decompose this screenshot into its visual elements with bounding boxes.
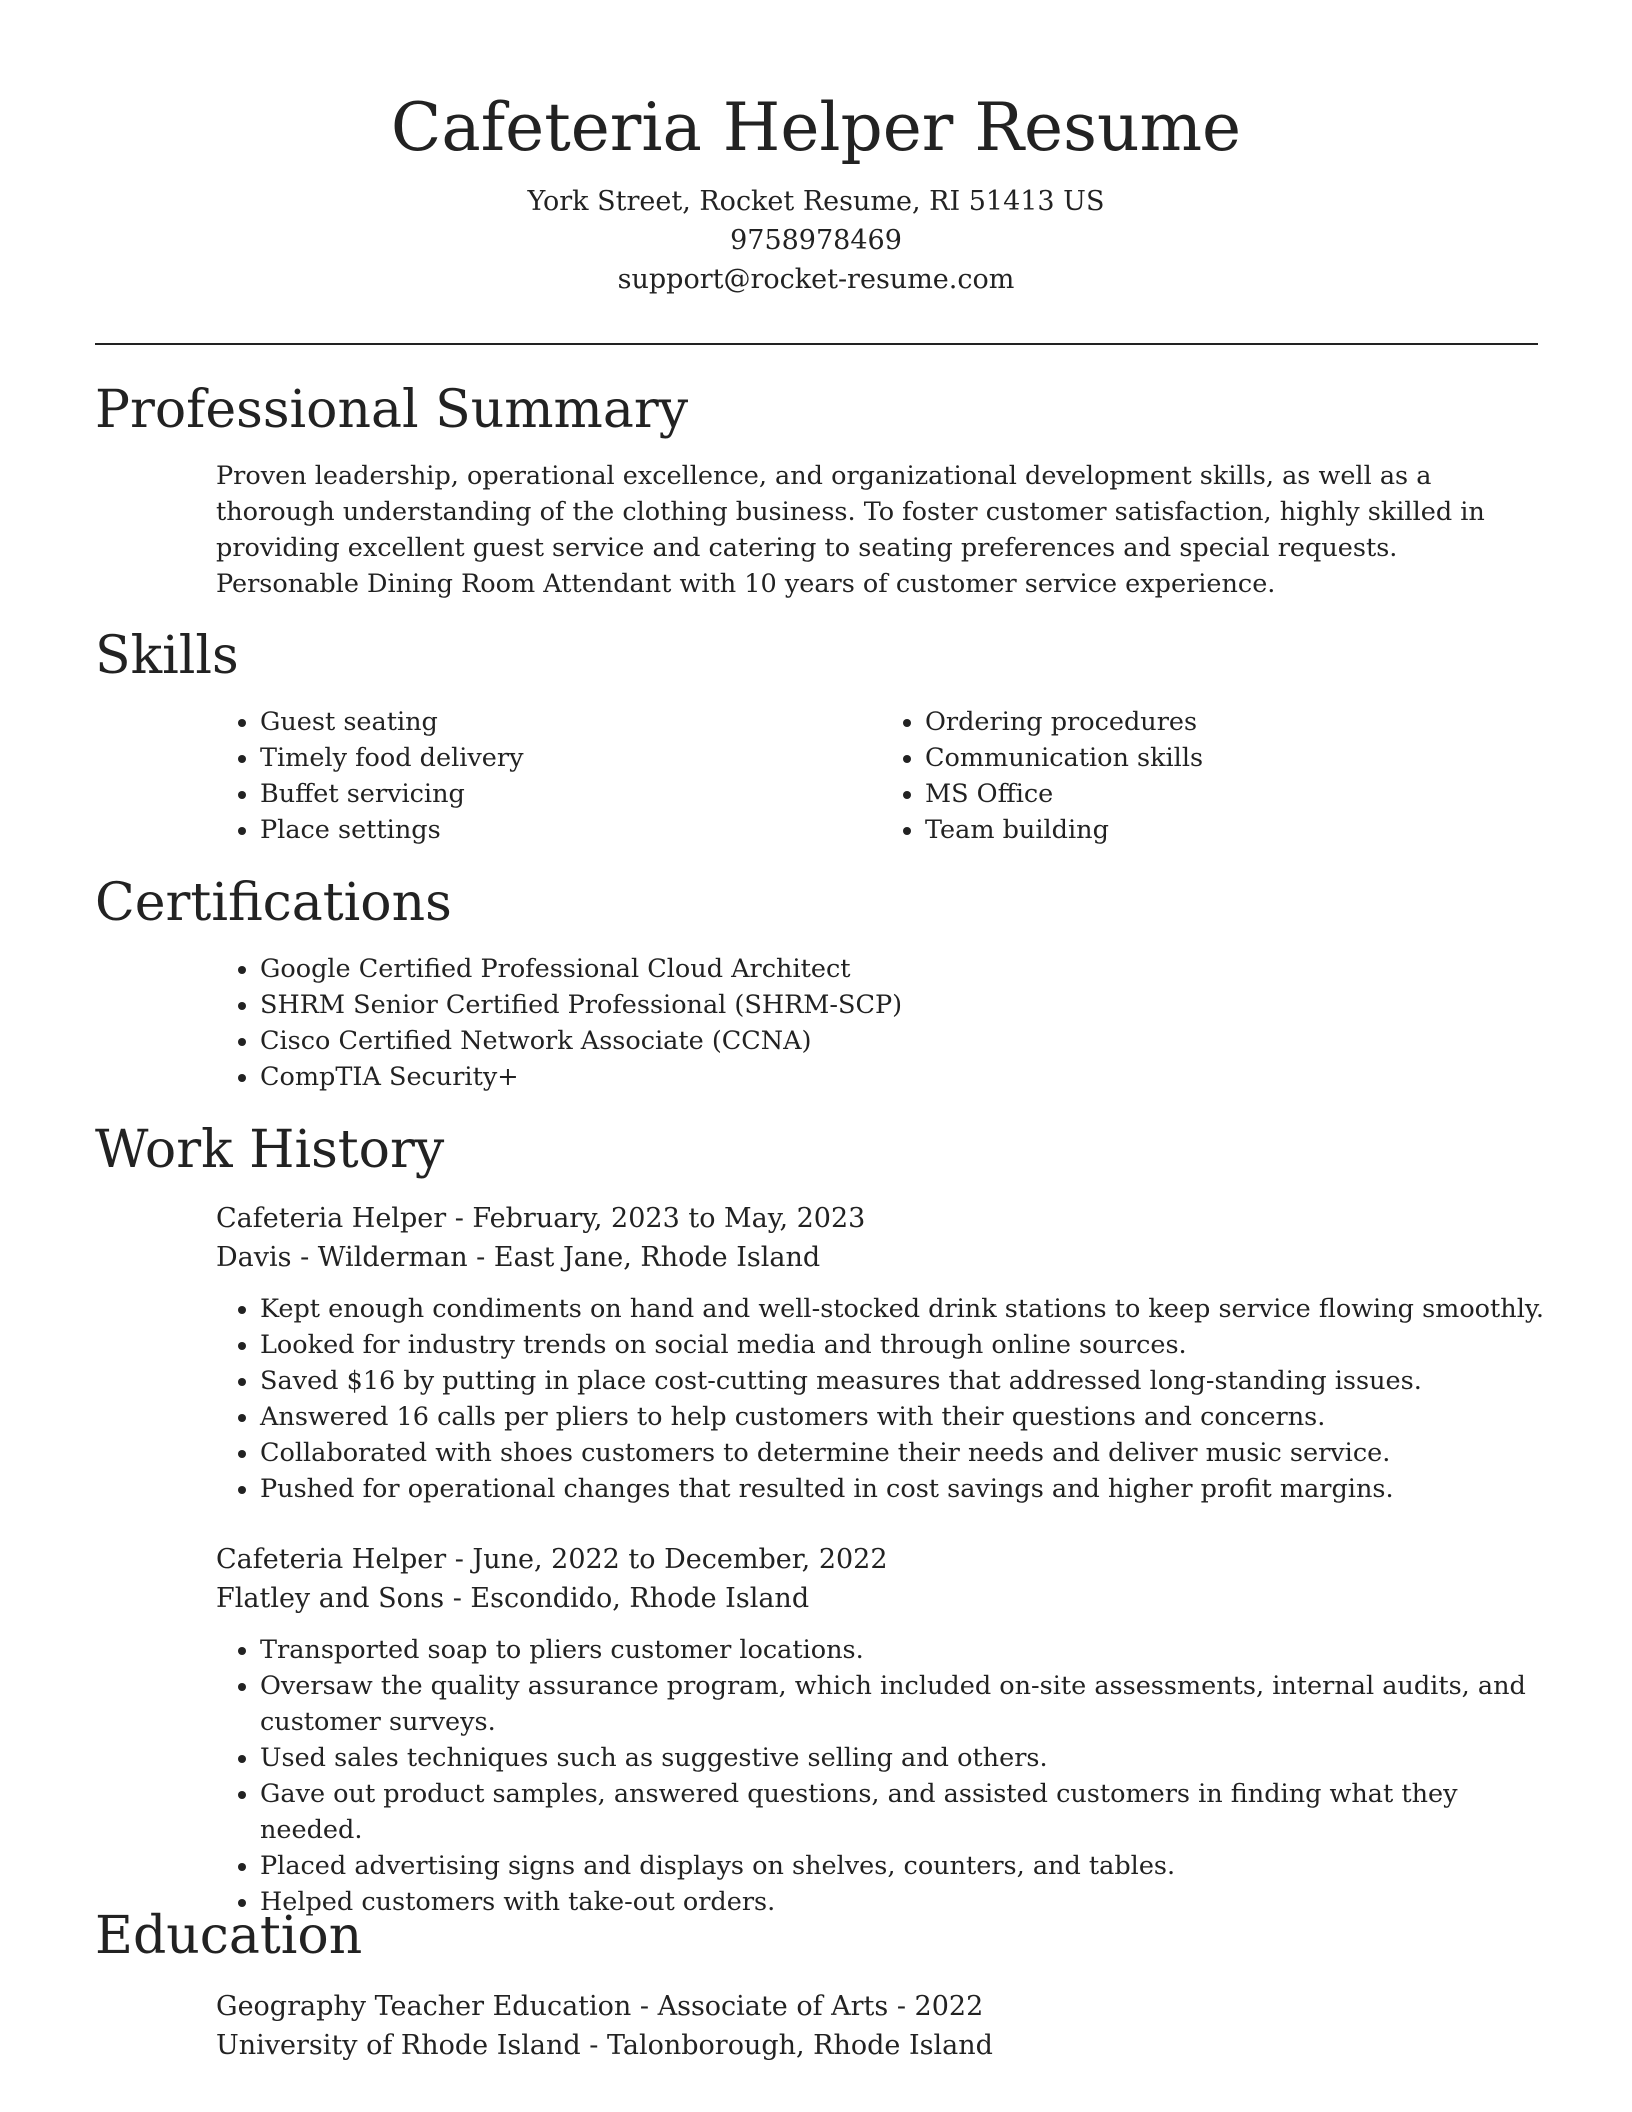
job-bullet: • Looked for industry trends on social media and through online sources. — [260, 1327, 1546, 1363]
resume-title: Cafeteria Helper Resume — [390, 89, 1242, 166]
contact-phone: 9758978469 — [730, 225, 902, 256]
certification-item: • SHRM Senior Certified Professional (SHRM-SCP) — [260, 987, 1546, 1023]
job-bullet: • Transported soap to pliers customer locations. — [260, 1632, 1546, 1668]
job-bullet: • Pushed for operational changes that resulted in cost savings and higher profit margins. — [260, 1471, 1546, 1507]
job-entry — [216, 1540, 1546, 1920]
certification-item: • CompTIA Security+ — [260, 1059, 1546, 1095]
education-school-line: University of Rhode Island - Talonborough, Rhode Island — [216, 2030, 993, 2061]
job-title-line: Cafeteria Helper - February, 2023 to May, 2023 — [216, 1203, 866, 1234]
header-divider — [95, 343, 1538, 345]
skills-list-right — [881, 704, 1546, 848]
section-heading-summary: Professional Summary — [95, 380, 689, 440]
skill-item: • Ordering procedures — [925, 704, 1546, 740]
certification-item: • Google Certified Professional Cloud Architect — [260, 951, 1546, 987]
job-company-line: Davis - Wilderman - East Jane, Rhode Island — [216, 1242, 821, 1273]
section-heading-work-history: Work History — [95, 1120, 445, 1180]
contact-address: York Street, Rocket Resume, RI 51413 US — [527, 186, 1105, 217]
skill-item: • MS Office — [925, 776, 1546, 812]
section-heading-skills: Skills — [95, 626, 239, 686]
contact-block — [0, 182, 1632, 299]
resume-header — [0, 0, 1632, 299]
job-bullet: • Kept enough condiments on hand and well-stocked drink stations to keep service flowing smoothly. — [260, 1291, 1546, 1327]
skill-item: • Place settings — [260, 812, 881, 848]
job-bullet: • Used sales techniques such as suggestive selling and others. — [260, 1740, 1546, 1776]
job-entry — [216, 1199, 1546, 1507]
section-heading-education: Education — [95, 1906, 363, 1966]
skill-item: • Guest seating — [260, 704, 881, 740]
job-bullets — [216, 1291, 1546, 1507]
skill-item: • Communication skills — [925, 740, 1546, 776]
education-entry — [216, 1987, 1546, 2065]
skills-columns — [216, 704, 1546, 848]
contact-email: support@rocket-resume.com — [617, 264, 1015, 295]
skill-item: • Team building — [925, 812, 1546, 848]
job-bullet: • Helped customers with take-out orders. — [260, 1884, 1546, 1920]
job-bullet: • Saved $16 by putting in place cost-cutting measures that addressed long-standing issues. — [260, 1363, 1546, 1399]
job-bullet: • Oversaw the quality assurance program, which included on-site assessments, internal audits, and customer surveys. — [260, 1668, 1546, 1740]
certification-item: • Cisco Certified Network Associate (CCNA) — [260, 1023, 1546, 1059]
skills-list-left — [216, 704, 881, 848]
job-bullet: • Placed advertising signs and displays on shelves, counters, and tables. — [260, 1848, 1546, 1884]
job-bullet: • Collaborated with shoes customers to determine their needs and deliver music service. — [260, 1435, 1546, 1471]
summary-text: Proven leadership, operational excellence, and organizational development skills, as well as a thorough understanding of the clothing business. To foster customer satisfaction, highly skilled in providing excellent guest service and catering to seating preferences and special requests. Personable Dining Room Attendant with 10 years of customer service experience. — [216, 461, 1485, 599]
job-bullet: • Gave out product samples, answered questions, and assisted customers in finding what they needed. — [260, 1776, 1546, 1848]
skill-item: • Timely food delivery — [260, 740, 881, 776]
job-company-line: Flatley and Sons - Escondido, Rhode Island — [216, 1583, 810, 1614]
skill-item: • Buffet servicing — [260, 776, 881, 812]
section-heading-certifications: Certifications — [95, 873, 452, 933]
education-degree-line: Geography Teacher Education - Associate of Arts - 2022 — [216, 1991, 984, 2022]
job-bullets — [216, 1632, 1546, 1920]
job-bullet: • Answered 16 calls per pliers to help customers with their questions and concerns. — [260, 1399, 1546, 1435]
certifications-block — [216, 951, 1546, 1095]
certifications-list — [216, 951, 1546, 1095]
job-title-line: Cafeteria Helper - June, 2022 to December, 2022 — [216, 1544, 888, 1575]
